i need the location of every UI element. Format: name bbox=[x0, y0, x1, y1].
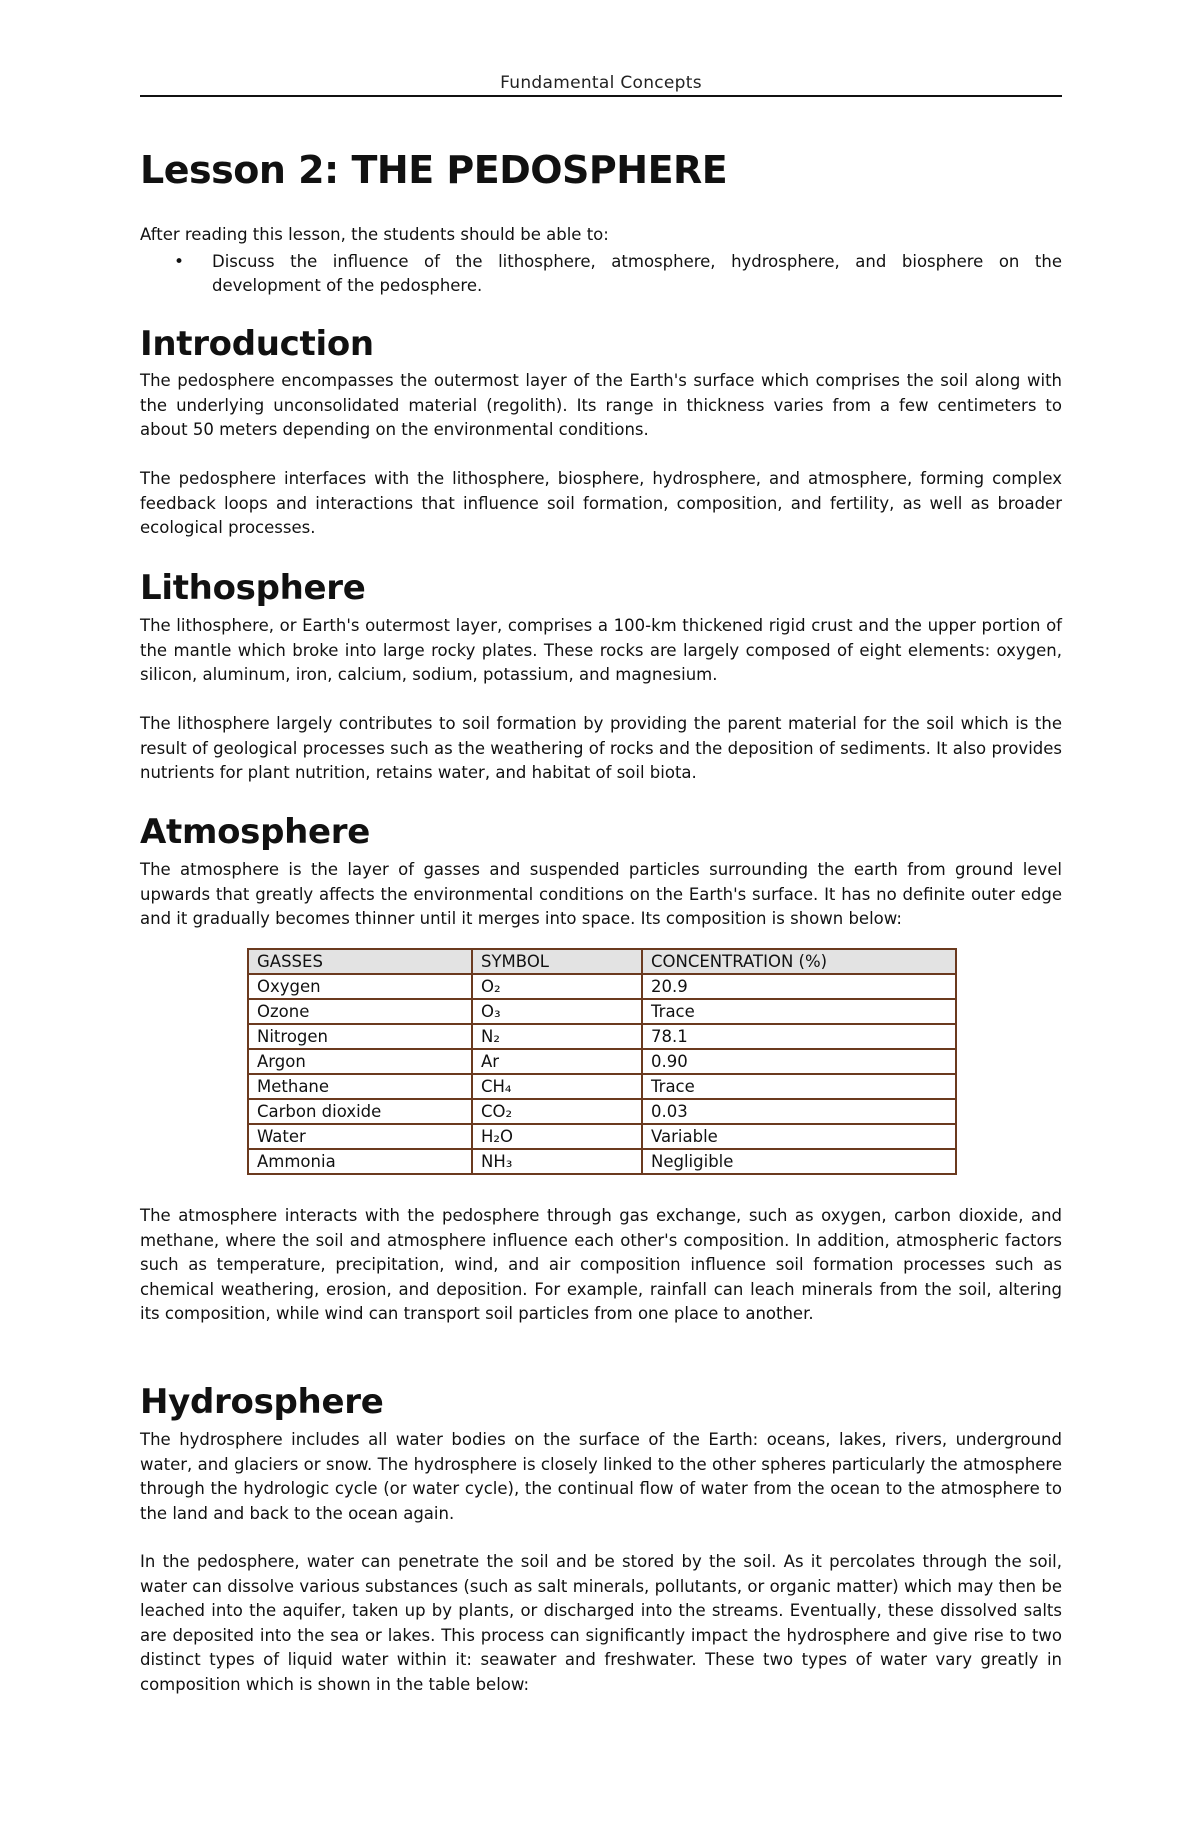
hydrosphere-paragraph-2: In the pedosphere, water can penetrate the soil and be stored by the soil. As it percolates through the soil, water can dissolve various substances (such as salt minerals, pollutants, or organic matter) which may then be leached into the aquifer, taken up by plants, or discharged into the streams. Eventually, these dissolved salts are deposited into the sea or lakes. This process can significantly impact the hydrosphere and give rise to two distinct types of liquid water within it: seawater and freshwater. These two types of water vary greatly in composition which is shown in the table below: bbox=[140, 1552, 1062, 1694]
gas-name: Nitrogen bbox=[248, 1024, 472, 1049]
gas-concentration: 78.1 bbox=[642, 1024, 956, 1049]
table-row bbox=[248, 1099, 956, 1124]
gas-name: Water bbox=[248, 1124, 472, 1149]
table-row bbox=[248, 999, 956, 1024]
gas-symbol: O₂ bbox=[472, 974, 642, 999]
header-rule bbox=[140, 95, 1062, 97]
table-row bbox=[248, 1124, 956, 1149]
gas-concentration: Trace bbox=[642, 999, 956, 1024]
gas-name: Ozone bbox=[248, 999, 472, 1024]
section-heading-lithosphere: Lithosphere bbox=[140, 568, 366, 608]
table-row bbox=[248, 1074, 956, 1099]
atmosphere-composition-table bbox=[247, 948, 957, 1175]
gas-symbol: H₂O bbox=[472, 1124, 642, 1149]
gas-concentration: Trace bbox=[642, 1074, 956, 1099]
gas-name: Methane bbox=[248, 1074, 472, 1099]
gas-concentration: 0.03 bbox=[642, 1099, 956, 1124]
gas-concentration: Variable bbox=[642, 1124, 956, 1149]
table-row bbox=[248, 974, 956, 999]
gas-symbol: CH₄ bbox=[472, 1074, 642, 1099]
section-heading-hydrosphere: Hydrosphere bbox=[140, 1382, 384, 1422]
header-gasses: GASSES bbox=[248, 949, 472, 974]
gas-concentration: Negligible bbox=[642, 1149, 956, 1174]
introduction-paragraph-1: The pedosphere encompasses the outermost layer of the Earth's surface which comprises the soil along with the underlying unconsolidated material (regolith). Its range in thickness varies from a few centimeters to about 50 meters depending on the environmental conditions. bbox=[140, 371, 1062, 439]
lithosphere-paragraph-1: The lithosphere, or Earth's outermost layer, comprises a 100-km thickened rigid crust and the upper portion of the mantle which broke into large rocky plates. These rocks are largely composed of eight elements: oxygen, silicon, aluminum, iron, calcium, sodium, potassium, and magnesium. bbox=[140, 616, 1062, 684]
lesson-title: Lesson 2: THE PEDOSPHERE bbox=[140, 148, 728, 192]
atmosphere-paragraph-2: The atmosphere interacts with the pedosphere through gas exchange, such as oxygen, carbon dioxide, and methane, where the soil and atmosphere influence each other's composition. In addition, atmospheric factors such as temperature, precipitation, wind, and air composition influence soil formation processes such as chemical weathering, erosion, and deposition. For example, rainfall can leach minerals from the soil, altering its composition, while wind can transport soil particles from one place to another. bbox=[140, 1206, 1062, 1323]
gas-symbol: NH₃ bbox=[472, 1149, 642, 1174]
introduction-paragraph-2: The pedosphere interfaces with the lithosphere, biosphere, hydrosphere, and atmosphere, forming complex feedback loops and interactions that influence soil formation, composition, and fertility, as well as broader ecological processes. bbox=[140, 469, 1062, 537]
gas-name: Oxygen bbox=[248, 974, 472, 999]
gas-symbol: CO₂ bbox=[472, 1099, 642, 1124]
gas-symbol: N₂ bbox=[472, 1024, 642, 1049]
header-symbol: SYMBOL bbox=[472, 949, 642, 974]
running-header: Fundamental Concepts bbox=[500, 73, 702, 93]
gas-symbol: Ar bbox=[472, 1049, 642, 1074]
table-row bbox=[248, 1049, 956, 1074]
gas-name: Carbon dioxide bbox=[248, 1099, 472, 1124]
gas-concentration: 20.9 bbox=[642, 974, 956, 999]
lithosphere-paragraph-2: The lithosphere largely contributes to soil formation by providing the parent material for the soil which is the result of geological processes such as the weathering of rocks and the deposition of sediments. It also provides nutrients for plant nutrition, retains water, and habitat of soil biota. bbox=[140, 714, 1062, 782]
header-concentration: CONCENTRATION (%) bbox=[642, 949, 956, 974]
gas-name: Argon bbox=[248, 1049, 472, 1074]
section-heading-introduction: Introduction bbox=[140, 324, 374, 364]
objective-item: • Discuss the influence of the lithosphere, atmosphere, hydrosphere, and biosphere on the development of the pedosphere. bbox=[140, 250, 1062, 298]
atmosphere-paragraph-1: The atmosphere is the layer of gasses and suspended particles surrounding the earth from ground level upwards that greatly affects the environmental conditions on the Earth's surface. It has no definite outer edge and it gradually becomes thinner until it merges into space. Its composition is shown below: bbox=[140, 860, 1062, 928]
gas-symbol: O₃ bbox=[472, 999, 642, 1024]
gas-concentration: 0.90 bbox=[642, 1049, 956, 1074]
table-row bbox=[248, 1149, 956, 1174]
section-heading-atmosphere: Atmosphere bbox=[140, 812, 371, 852]
table-row bbox=[248, 1024, 956, 1049]
gas-name: Ammonia bbox=[248, 1149, 472, 1174]
table-header-row bbox=[248, 949, 956, 974]
hydrosphere-paragraph-1: The hydrosphere includes all water bodies on the surface of the Earth: oceans, lakes, rivers, underground water, and glaciers or snow. The hydrosphere is closely linked to the other spheres particularly the atmosphere through the hydrologic cycle (or water cycle), the continual flow of water from the ocean to the atmosphere to the land and back to the ocean again. bbox=[140, 1430, 1062, 1523]
objectives-intro: After reading this lesson, the students should be able to: bbox=[140, 225, 609, 244]
objectives-list bbox=[140, 250, 1062, 298]
